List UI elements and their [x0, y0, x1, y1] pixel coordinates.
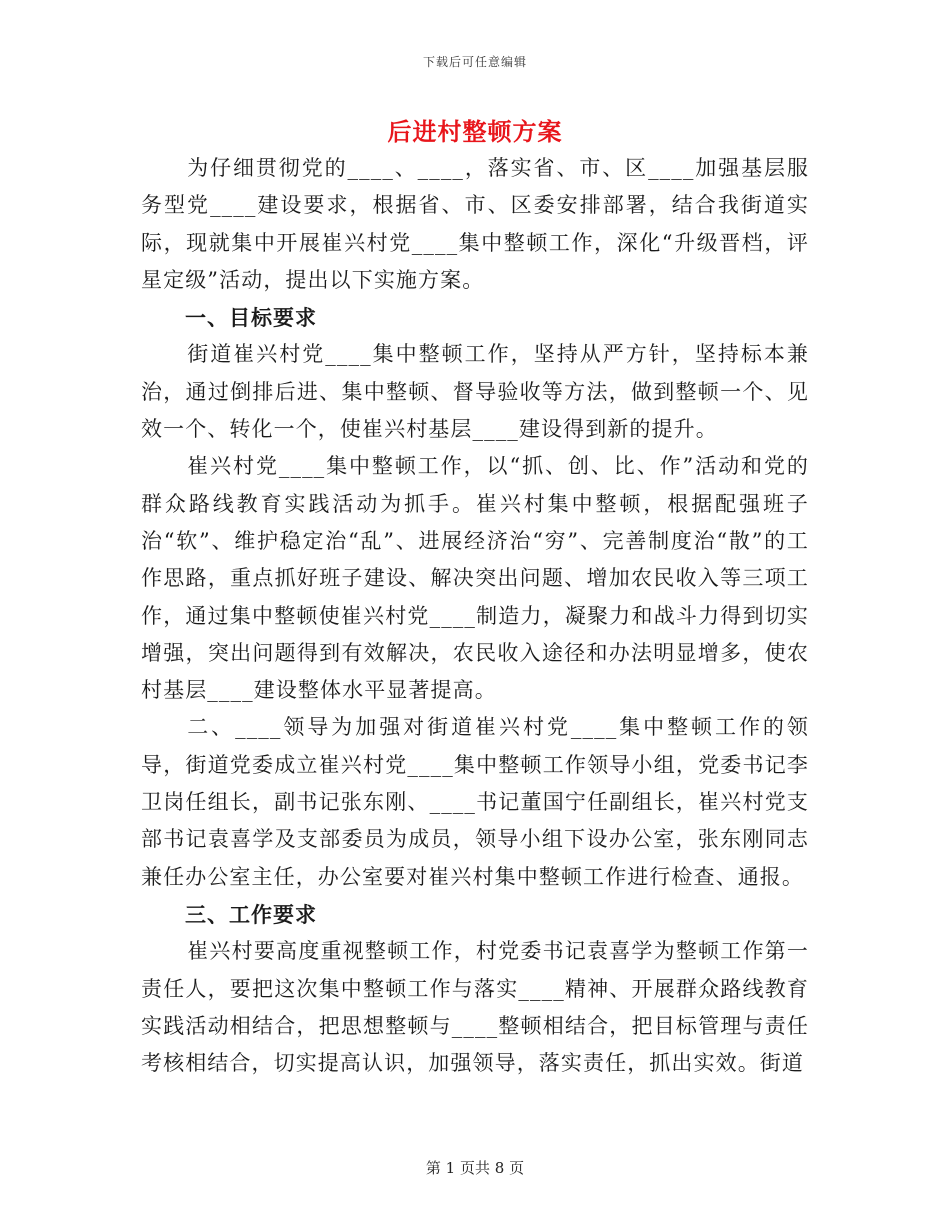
goals-paragraph-2: 崔兴村党____集中整顿工作，以“抓、创、比、作”活动和党的群众路线教育实践活动为抓手。崔兴村集中整顿，根据配强班子治“软”、维护稳定治“乱”、进展经济治“穷”、完善制度治“散”的工作思路，重点抓好班子建设、解决突出问题、增加农民收入等三项工作，通过集中整顿使崔兴村党____制造力，凝聚力和战斗力得到切实增强，突出问题得到有效解决，农民收入途径和办法明显增多，使农村基层____建设整体水平显著提高。 [141, 454, 809, 703]
leadership-paragraph: 二、____领导为加强对街道崔兴村党____集中整顿工作的领导，街道党委成立崔兴村党____集中整顿工作领导小组，党委书记李卫岗任组长，副书记张东刚、____书记董国宁任副组长，崔兴村党支部书记袁喜学及支部委员为成员，领导小组下设办公室，张东刚同志兼任办公室主任，办公室要对崔兴村集中整顿工作进行检查、通报。 [141, 715, 809, 889]
work-requirements-paragraph: 崔兴村要高度重视整顿工作，村党委书记袁喜学为整顿工作第一责任人，要把这次集中整顿工作与落实____精神、开展群众路线教育实践活动相结合，把思想整顿与____整顿相结合，把目标管理与责任考核相结合，切实提高认识，加强领导，落实责任，抓出实效。街道 [141, 939, 809, 1076]
goals-paragraph-1: 街道崔兴村党____集中整顿工作，坚持从严方针，坚持标本兼治，通过倒排后进、集中整顿、督导验收等方法，做到整顿一个、见效一个、转化一个，使崔兴村基层____建设得到新的提升。 [141, 342, 809, 442]
page-number-footer: 第 1 页共 8 页 [425, 1159, 525, 1177]
document-title: 后进村整顿方案 [387, 117, 563, 146]
section-heading-goals: 一、目标要求 [185, 305, 317, 331]
intro-paragraph: 为仔细贯彻党的____、____，落实省、市、区____加强基层服务型党____建设要求，根据省、市、区委安排部署，结合我街道实际，现就集中开展崔兴村党____集中整顿工作，深化“升级晋档，评星定级”活动，提出以下实施方案。 [141, 156, 809, 292]
section-heading-work-requirements: 三、工作要求 [185, 901, 317, 927]
header-note: 下载后可任意编辑 [422, 55, 527, 69]
document-body [141, 150, 809, 1082]
